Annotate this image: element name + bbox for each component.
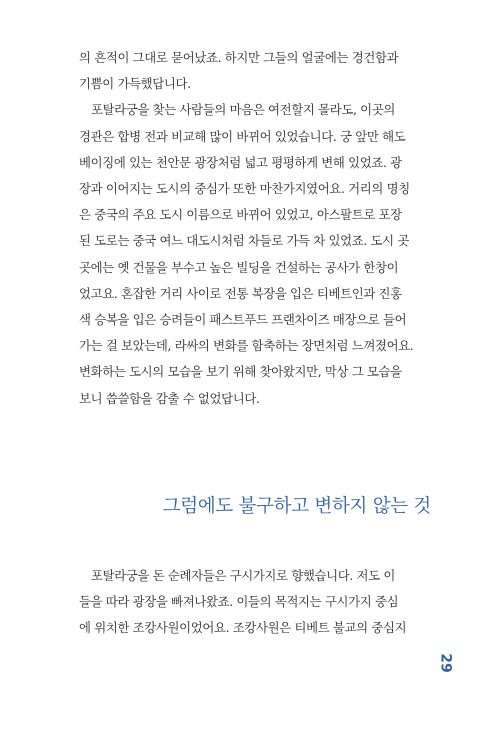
text-line: 경관은 합병 전과 비교해 많이 바뀌어 있었습니다. 궁 앞만 해도 bbox=[79, 128, 406, 144]
text-line: 변화하는 도시의 모습을 보기 위해 찾아왔지만, 막상 그 모습을 bbox=[79, 364, 402, 380]
text-line: 은 중국의 주요 도시 이름으로 바뀌어 있었고, 아스팔트로 포장 bbox=[79, 207, 402, 223]
paragraph bbox=[79, 97, 431, 123]
page-number: 29 bbox=[437, 653, 454, 673]
text-line: 곳에는 옛 건물을 부수고 높은 빌딩을 건설하는 공사가 한창이 bbox=[79, 259, 399, 275]
section-heading: 그럼에도 불구하고 변하지 않는 것 bbox=[162, 496, 431, 517]
text-line: 의 흔적이 그대로 묻어났죠. 하지만 그들의 얼굴에는 경건함과 bbox=[79, 50, 399, 65]
paragraph-continued bbox=[79, 45, 431, 97]
body-text-bottom bbox=[79, 563, 431, 642]
text-line: 색 승복을 입은 승려들이 패스트푸드 프랜차이즈 매장으로 들어 bbox=[79, 312, 407, 328]
body-text-top bbox=[79, 45, 431, 412]
text-line: 보니 씁쓸함을 감출 수 없었답니다. bbox=[79, 390, 260, 406]
text-line: 었고요. 혼잡한 거리 사이로 전통 복장을 입은 티베트인과 진홍 bbox=[79, 285, 402, 301]
text-line: 된 도로는 중국 여느 대도시처럼 차들로 가득 차 있었죠. 도시 곳 bbox=[79, 233, 409, 249]
paragraph-continued bbox=[79, 124, 431, 412]
text-line: 포탈라궁을 찾는 사람들의 마음은 여전할지 몰라도, 이곳의 bbox=[91, 102, 395, 118]
paragraph bbox=[79, 563, 431, 589]
text-line: 에 위치한 조캉사원이었어요. 조캉사원은 티베트 불교의 중심지 bbox=[79, 620, 407, 636]
text-line: 기쁨이 가득했답니다. bbox=[79, 76, 191, 92]
text-line: 가는 걸 보았는데, 라싸의 변화를 함축하는 장면처럼 느껴졌어요. bbox=[79, 338, 414, 354]
text-line: 포탈라궁을 돈 순례자들은 구시가지로 향했습니다. 저도 이 bbox=[91, 568, 395, 583]
text-line: 들을 따라 광장을 빠져나왔죠. 이들의 목적지는 구시가지 중심 bbox=[79, 594, 399, 610]
text-line: 장과 이어지는 도시의 중심가 또한 마찬가지였어요. 거리의 명칭 bbox=[79, 181, 410, 197]
paragraph-continued bbox=[79, 589, 431, 641]
text-line: 베이징에 있는 천안문 광장처럼 넓고 평평하게 변해 있었죠. 광 bbox=[79, 154, 402, 170]
